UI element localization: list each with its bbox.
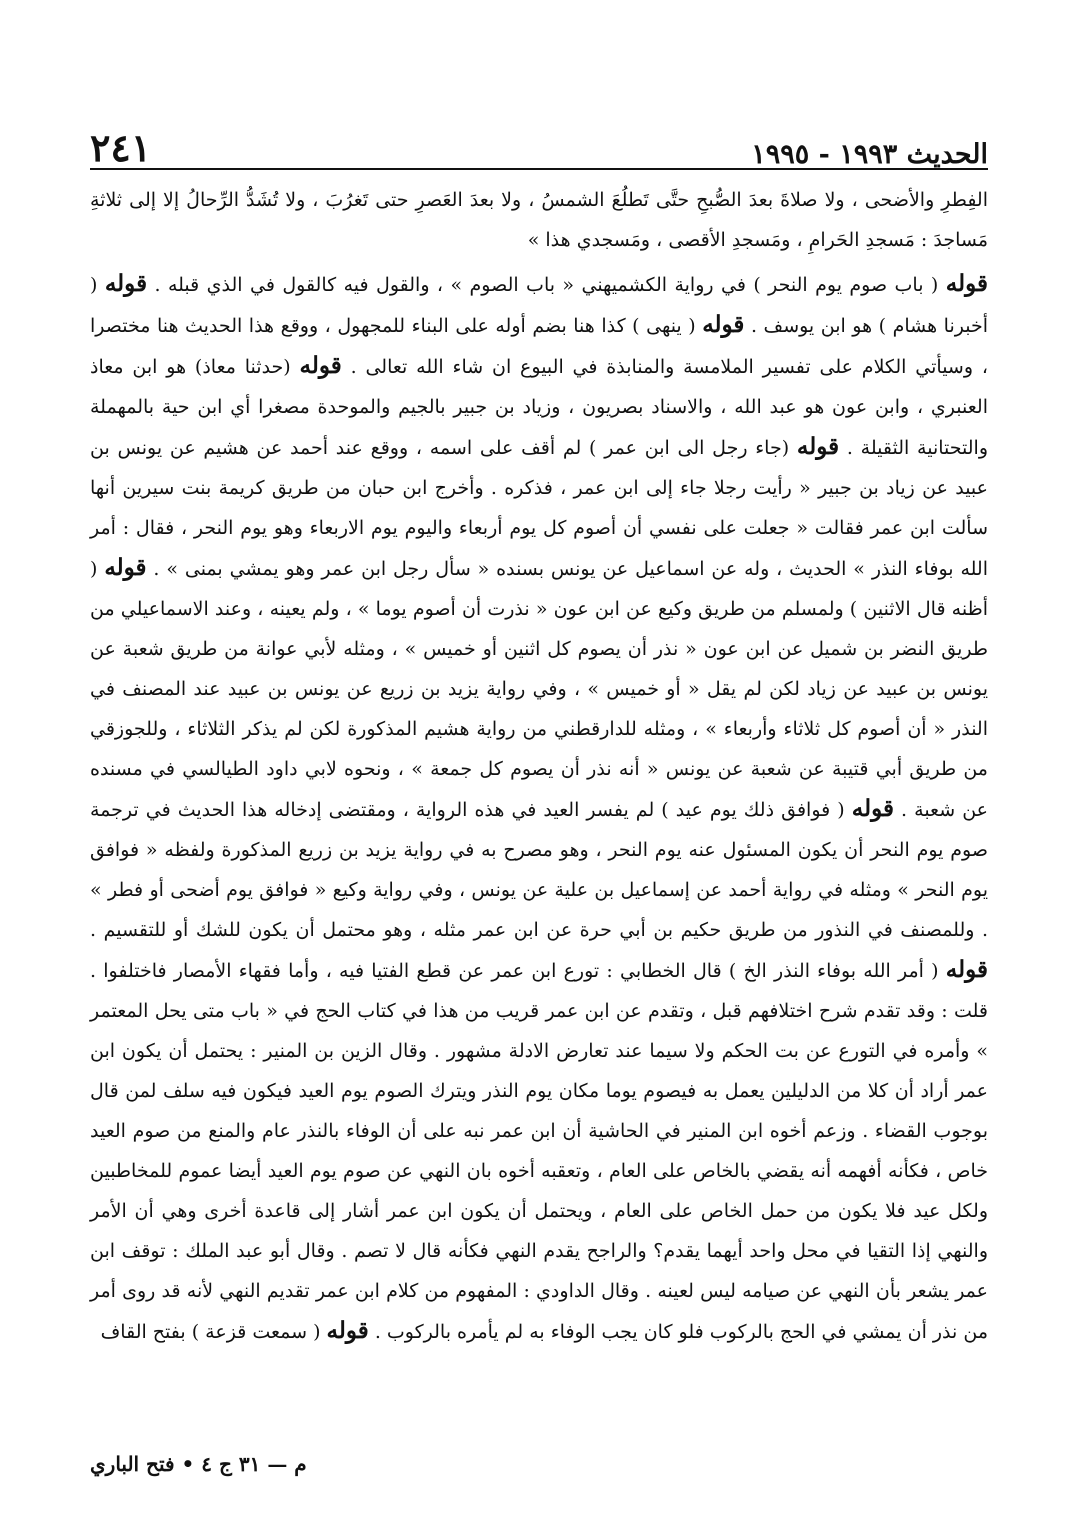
commentary-text: ( ينهى ) كذا هنا بضم أوله على البناء للمجهول ، ووقع هذا الحديث هنا مختصرا ، وسيأتي الكلام على تفسير الملامسة والمنابذة في البيوع ان شاء الله تعالى . — [90, 315, 988, 378]
signature-footer: م — ٣١ ج ٤ • فتح الباري — [90, 1452, 307, 1476]
qawluhu-marker: قوله — [945, 956, 988, 983]
commentary-text: ( سمعت قزعة ) بفتح القاف — [100, 1321, 321, 1343]
qawluhu-marker: قوله — [945, 270, 988, 297]
qawluhu-marker: قوله — [104, 554, 147, 581]
body-text — [90, 180, 988, 1352]
commentary-text: ( أظنه قال الاثنين ) ولمسلم من طريق وكيع عن ابن عون « نذرت أن أصوم يوما » ، ولم يعينه ، وعند الاسماعيلي من طريق النضر بن شميل عن ابن عون « نذر أن يصوم كل اثنين أو خميس » ، ومثله لأبي عوانة من طريق شعبة عن يونس بن عبيد عن زياد لكن لم يقل « أو خميس » ، وفي رواية يزيد بن زريع عن يونس بن عبيد عند المصنف في النذر « أن أصوم كل ثلاثاء وأربعاء » ، ومثله للدارقطني من رواية هشيم المذكورة لكن لم يذكر الثلاثاء ، وللجوزقي من طريق أبي قتيبة عن شعبة عن يونس « أنه نذر أن يصوم كل جمعة » ، ونحوه لابي داود الطيالسي في مسنده عن شعبة . — [90, 558, 988, 821]
header-rule — [90, 168, 988, 170]
qawluhu-marker: قوله — [851, 795, 894, 822]
qawluhu-marker: قوله — [702, 311, 745, 338]
page-number: ٢٤١ — [90, 125, 152, 170]
commentary-text: ( أخبرنا هشام ) هو ابن يوسف . — [90, 274, 988, 337]
commentary-text: ( أمر الله بوفاء النذر الخ ) قال الخطابي : تورع ابن عمر عن قطع الفتيا فيه ، وأما فقهاء الأمصار فاختلفوا . قلت : وقد تقدم شرح اختلافهم قبل ، وتقدم عن ابن عمر قريب من هذا في كتاب الحج في « باب متى يحل المعتمر » وأمره في التورع عن بت الحكم ولا سيما عند تعارض الادلة مشهور . وقال الزين بن المنير : يحتمل أن يكون ابن عمر أراد أن كلا من الدليلين يعمل به فيصوم يوما مكان يوم النذر ويترك الصوم يوم العيد فيكون فيه سلف لمن قال بوجوب القضاء . وزعم أخوه ابن المنير في الحاشية أن ابن عمر نبه على أن الوفاء بالنذر عام والمنع من صوم العيد خاص ، فكأنه أفهمه أنه يقضي بالخاص على العام ، وتعقبه أخوه بان النهي عن صوم يوم العيد أيضا عموم للمخاطبين ولكل عيد فلا يكون من حمل الخاص على العام ، ويحتمل أن يكون ابن عمر أشار إلى قاعدة أخرى وهي أن الأمر والنهي إذا التقيا في محل واحد أيهما يقدم؟ والراجح يقدم النهي فكأنه قال لا تصم . وقال أبو عبد الملك : توقف ابن عمر يشعر بأن النهي عن صيامه ليس لعينه . وقال الداودي : المفهوم من كلام ابن عمر تقديم النهي لأنه قد روى أمر من نذر أن يمشي في الحج بالركوب فلو كان يجب الوفاء به لم يأمره بالركوب . — [90, 960, 988, 1343]
hadith-range: الحديث ١٩٩٣ - ١٩٩٥ — [751, 139, 988, 170]
commentary-text: (جاء رجل الى ابن عمر ) لم أقف على اسمه ، ووقع عند أحمد عن هشيم عن يونس بن عبيد عن زياد بن جبير « رأيت رجلا جاء إلى ابن عمر ، فذكره . وأخرج ابن حبان من طريق كريمة بنت سيرين أنها سألت ابن عمر فقالت « جعلت على نفسي أن أصوم كل يوم أربعاء واليوم يوم الاربعاء وهو يوم النحر ، فقال : أمر الله بوفاء النذر » الحديث ، وله عن اسماعيل عن يونس بسنده « سأل رجل ابن عمر وهو يمشي بمنى » . — [90, 437, 988, 580]
qawluhu-marker: قوله — [104, 270, 148, 297]
hadith-text: الفِطرِ والأضحى ، ولا صلاةَ بعدَ الصُّبحِ حتَّى تَطلُعَ الشمسُ ، ولا بعدَ العَصرِ حتى تَغرُبَ ، ولا تُشَدُّ الرِّحالُ إلا إلى ثلاثةِ مَساجدَ : مَسجدِ الحَرامِ ، ومَسجدِ الأقصى ، ومَسجدي هذا » — [90, 189, 988, 251]
qawluhu-marker: قوله — [796, 433, 840, 460]
commentary-text: ( فوافق ذلك يوم عيد ) لم يفسر العيد في هذه الرواية ، ومقتضى إدخاله هذا الحديث في ترجمة صوم يوم النحر أن يكون المسئول عنه يوم النحر ، وهو مصرح به في رواية يزيد بن زريع المذكورة ولفظه « فوافق يوم النحر » ومثله في رواية أحمد عن إسماعيل بن علية عن يونس ، وفي رواية وكيع « فوافق يوم أضحى أو فطر » . وللمصنف في النذور من طريق حكيم بن أبي حرة عن ابن عمر مثله ، وهو محتمل أن يكون للشك أو للتقسيم . — [90, 799, 988, 941]
qawluhu-marker: قوله — [326, 1317, 369, 1344]
commentary — [90, 264, 988, 1352]
commentary-text: ( باب صوم يوم النحر ) في رواية الكشميهني « باب الصوم » ، والقول فيه كالقول في الذي قبله . — [154, 274, 939, 296]
commentary-text: (حدثنا معاذ) هو ابن معاذ العنبري ، وابن عون هو عبد الله ، والاسناد بصريون ، وزياد بن جبير بالجيم والموحدة مصغرا أي ابن حية بالمهملة والتحتانية الثقيلة . — [90, 356, 988, 459]
running-head — [90, 118, 988, 170]
qawluhu-marker: قوله — [299, 352, 342, 379]
